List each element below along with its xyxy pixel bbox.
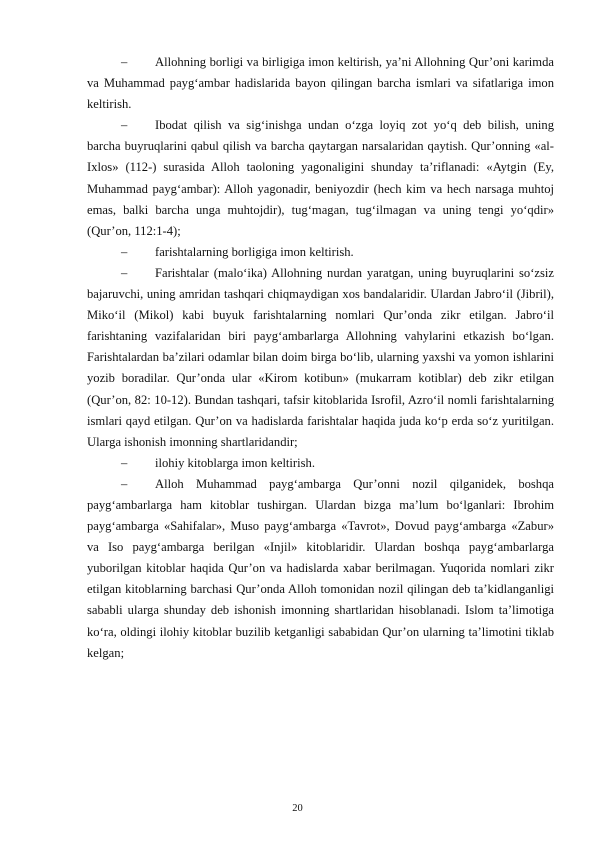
paragraph-text: Farishtalar (malo‘ika) Allohning nurdan yaratgan, uning buyruqlarini so‘zsiz bajaruvchi, uning amridan tashqari chiqmaydigan xos bandalaridir. Ulardan Jabro‘il (Jibril), Miko‘il (Mikol) kabi buyuk farishtalarning nomlari Qur’onda zikr etilgan. Jabro‘il farishtaning vazifalaridan biri payg‘ambarlarga Allohning vahylarini etkazish bo‘lgan. Farishtalardan ba’zilari odamlar bilan doim birga bo‘lib, ularning yaxshi va yomon ishlarini yozib boradilar. Qur’onda ular «Kirom kotibun» (mukarram kotiblar) deb zikr etilgan (Qur’on, 82: 10-12). Bundan tashqari, tafsir kitoblarida Isrofil, Azro‘il nomli farishtalarning ismlari qayd etilgan. Qur’on va hadislarda farishtalar haqida juda ko‘p erda so‘z yuritilgan. Ularga ishonish imonning shartlaridandir; [87, 265, 554, 449]
list-item [87, 115, 554, 242]
list-dash: – [121, 455, 128, 470]
body-text [87, 52, 554, 664]
list-dash: – [121, 265, 128, 280]
paragraph-text: Ibodat qilish va sig‘inishga undan o‘zga loyiq zot yo‘q deb bilish, uning barcha buyruqlarini qabul qilish va barcha qaytargan narsalaridan qaytish. Qur’onning «al-Ixlos» (112-) surasida Alloh taoloning yagonaligini shunday ta’riflanadi: «Aytgin (Ey, Muhammad payg‘ambar): Alloh yagonadir, beniyozdir (hech kim va hech narsaga muhtoj emas, balki barcha unga muhtojdir), tug‘magan, tug‘ilmagan va uning tengi yo‘qdir» (Qur’on, 112:1-4); [87, 118, 554, 238]
list-item [87, 453, 554, 474]
list-dash: – [121, 55, 128, 69]
paragraph-text: farishtalarning borligiga imon keltirish. [155, 244, 354, 259]
paragraph-text: Alloh Muhammad payg‘ambarga Qur’onni nozil qilganidek, boshqa payg‘ambarlarga ham kitoblar tushirgan. Ulardan bizga ma’lum bo‘lganlari: Ibrohim payg‘ambarga «Sahifalar», Muso payg‘ambarga «Tavrot», Dovud payg‘ambarga «Zabur» va Iso payg‘ambarga berilgan «Injil» kitoblaridir. Ulardan boshqa payg‘ambarlarga yuborilgan kitoblar haqida Qur’on va hadislarda xabar berilmagan. Yuqorida nomlari zikr etilgan kitoblarning barchasi Qur’onda Alloh tomonidan nozil qilingan deb ta’kidlanganligi sababli ularga shunday deb ishonish imonning shartlaridan hisoblanadi. Islom ta’limotiga ko‘ra, oldingi ilohiy kitoblar buzilib ketganligi sababidan Qur’on ularning ta’limotini tiklab kelgan; [87, 476, 554, 660]
list-dash: – [121, 244, 128, 259]
list-item [87, 52, 554, 115]
list-dash: – [121, 118, 128, 133]
paragraph-text: Allohning borligi va birligiga imon keltirish, ya’ni Allohning Qur’oni karimda va Muhammad payg‘ambar hadislarida bayon qilingan barcha ismlari va sifatlariga imon keltirish. [87, 55, 554, 112]
list-item [87, 474, 554, 664]
list-item [87, 242, 554, 263]
paragraph-text: ilohiy kitoblarga imon keltirish. [155, 455, 315, 470]
list-dash: – [121, 476, 128, 491]
list-item [87, 263, 554, 453]
page-number: 20 [292, 803, 303, 814]
